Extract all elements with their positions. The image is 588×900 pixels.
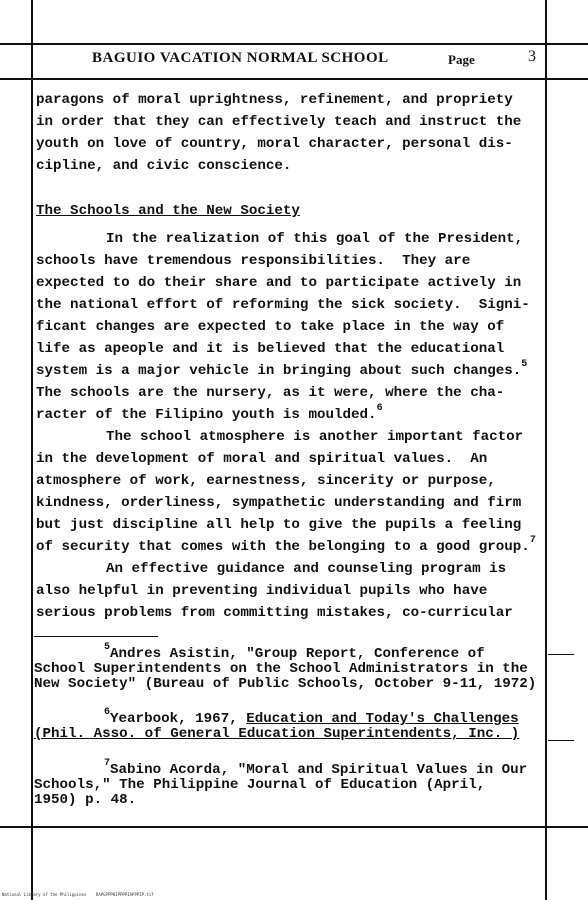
paragraph-text: racter of the Filipino youth is moulded.: [36, 407, 377, 423]
paragraph-line: but just discipline all help to give the pupils a feeling: [36, 517, 522, 533]
footnote-mark-7: 7: [104, 758, 111, 769]
right-tick-2: [548, 740, 574, 741]
paragraph-line: life as apeople and it is believed that the educational: [36, 341, 505, 357]
bottom-rule: [0, 826, 588, 828]
body-line: paragons of moral uprightness, refinement, and propriety: [36, 92, 513, 108]
paragraph-line: ficant changes are expected to take place in the way of: [36, 319, 505, 335]
footnote-7-line: 1950) p. 48.: [34, 792, 137, 808]
footnote-text: Sabino Acorda, "Moral and Spiritual Values in Our: [110, 762, 528, 778]
footnote-mark-5: 5: [104, 642, 111, 653]
paragraph-line: [36, 403, 383, 426]
paragraph-line: An effective guidance and counseling program is: [106, 561, 507, 577]
footnote-5-line: School Superintendents on the School Administrators in the: [34, 661, 528, 677]
footnote-7-line: Schools," The Philippine Journal of Education (April,: [34, 777, 486, 793]
body-line: cipline, and civic conscience.: [36, 158, 292, 174]
school-name: BAGUIO VACATION NORMAL SCHOOL: [92, 50, 389, 66]
footnote-text: Yearbook, 1967,: [110, 711, 247, 727]
footnote-ref-6: 6: [376, 403, 383, 414]
paragraph-line: atmosphere of work, earnestness, sincerity or purpose,: [36, 473, 496, 489]
scan-footer: National Library of the Philippines RAPGPPPHIPPPPIAPPPIP.tif: [2, 892, 154, 897]
section-heading: The Schools and the New Society: [36, 203, 300, 219]
paragraph-line: also helpful in preventing individual pupils who have: [36, 583, 488, 599]
paragraph-text: system is a major vehicle in bringing about such changes.: [36, 363, 522, 379]
footnote-title: Education and Today's Challenges: [246, 711, 519, 727]
footnote-6-line: (Phil. Asso. of General Education Superintendents, Inc. ): [34, 726, 520, 742]
footnote-text: Andres Asistin, "Group Report, Conference of: [110, 646, 485, 662]
paragraph-line: [36, 359, 528, 382]
paragraph-line: in the development of moral and spiritual values. An: [36, 451, 488, 467]
paragraph-line: In the realization of this goal of the President,: [106, 231, 524, 247]
paragraph-line: The schools are the nursery, as it were, where the cha-: [36, 385, 505, 401]
header-bottom-rule: [0, 78, 588, 80]
paragraph-line: the national effort of reforming the sick society. Signi-: [36, 297, 530, 313]
header-top-rule: [0, 43, 588, 45]
footnote-ref-7: 7: [529, 535, 536, 546]
right-tick-1: [548, 654, 574, 655]
paragraph-line: serious problems from committing mistakes, co-curricular: [36, 605, 513, 621]
paragraph-text: of security that comes with the belonging to a good group.: [36, 539, 530, 555]
body-line: youth on love of country, moral character, personal dis-: [36, 136, 513, 152]
right-margin-rule: [545, 0, 547, 900]
footnote-separator: [34, 636, 158, 637]
page-header: [34, 50, 544, 72]
page-label: Page: [448, 52, 475, 67]
body-line: in order that they can effectively teach and instruct the: [36, 114, 522, 130]
paragraph-line: schools have tremendous responsibilities. They are: [36, 253, 471, 269]
paragraph-line: [36, 535, 536, 558]
footnote-5-line: New Society" (Bureau of Public Schools, October 9-11, 1972): [34, 676, 537, 692]
page-number: 3: [528, 48, 536, 65]
footnote-mark-6: 6: [104, 707, 111, 718]
paragraph-line: The school atmosphere is another important factor: [106, 429, 524, 445]
left-margin-rule: [31, 0, 33, 900]
footnote-ref-5: 5: [521, 359, 528, 370]
paragraph-line: expected to do their share and to participate actively in: [36, 275, 522, 291]
paragraph-line: kindness, orderliness, sympathetic understanding and firm: [36, 495, 522, 511]
